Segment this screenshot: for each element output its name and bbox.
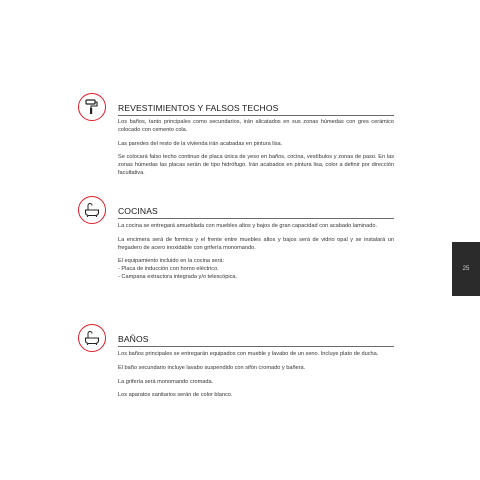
paragraph: El baño secundario incluye lavabo suspendido con sifón cromado y bañera. — [118, 364, 306, 371]
page-number: 25 — [462, 266, 470, 272]
list-item: - Campana extractora integrada y/o telescópica. — [118, 273, 238, 280]
section-title: COCINAS — [118, 206, 158, 216]
kitchen-icon — [78, 196, 106, 224]
paragraph: Los baños principales se entregarán equipados con mueble y lavabo de un seno. Incluye plato de ducha. — [118, 351, 379, 357]
paragraph: Los aparatos sanitarios serán de color blanco. — [118, 392, 233, 399]
section-body — [118, 351, 394, 406]
paragraph: La cocina se entregará amueblada con muebles altos y bajos de gran capacidad con acabado laminado. — [118, 223, 378, 229]
paragraph: Las paredes del resto de la vivienda irán acabadas en pintura lisa. — [118, 140, 283, 147]
divider — [118, 218, 394, 219]
section-title: BAÑOS — [118, 334, 149, 344]
list-item: - Placa de inducción con horno eléctrico. — [118, 266, 219, 273]
paragraph: Los baños, tanto principales como secundarios, irán alicatados en sus zonas húmedas con gres cerámico colocado con cemento cola. — [118, 119, 394, 133]
section-body — [118, 223, 394, 282]
bathtub-icon — [78, 324, 106, 352]
paragraph: Se colocará falso techo continuo de placa única de yeso en baños, cocina, vestíbulos y zonas de paso. En las zonas húmedas las placas serán de tipo hidrófugo. Irán acabados en pintura lisa, color a definir por dirección facultativa. — [118, 154, 394, 176]
section-body — [118, 119, 394, 184]
paragraph: La encimera será de formica y el frente entre muebles altos y bajos será de vidrio opal y se instalará un fregadero de acero inoxidable con grifería monomando. — [118, 236, 394, 251]
paragraph: La grifería será monomando cromada. — [118, 378, 214, 385]
page-number-tab — [452, 242, 480, 296]
divider — [118, 346, 394, 347]
paint-roller-icon — [78, 93, 106, 121]
divider — [118, 115, 394, 116]
paragraph: El equipamiento incluido en la cocina será: — [118, 258, 225, 265]
section-title: REVESTIMIENTOS Y FALSOS TECHOS — [118, 103, 279, 113]
